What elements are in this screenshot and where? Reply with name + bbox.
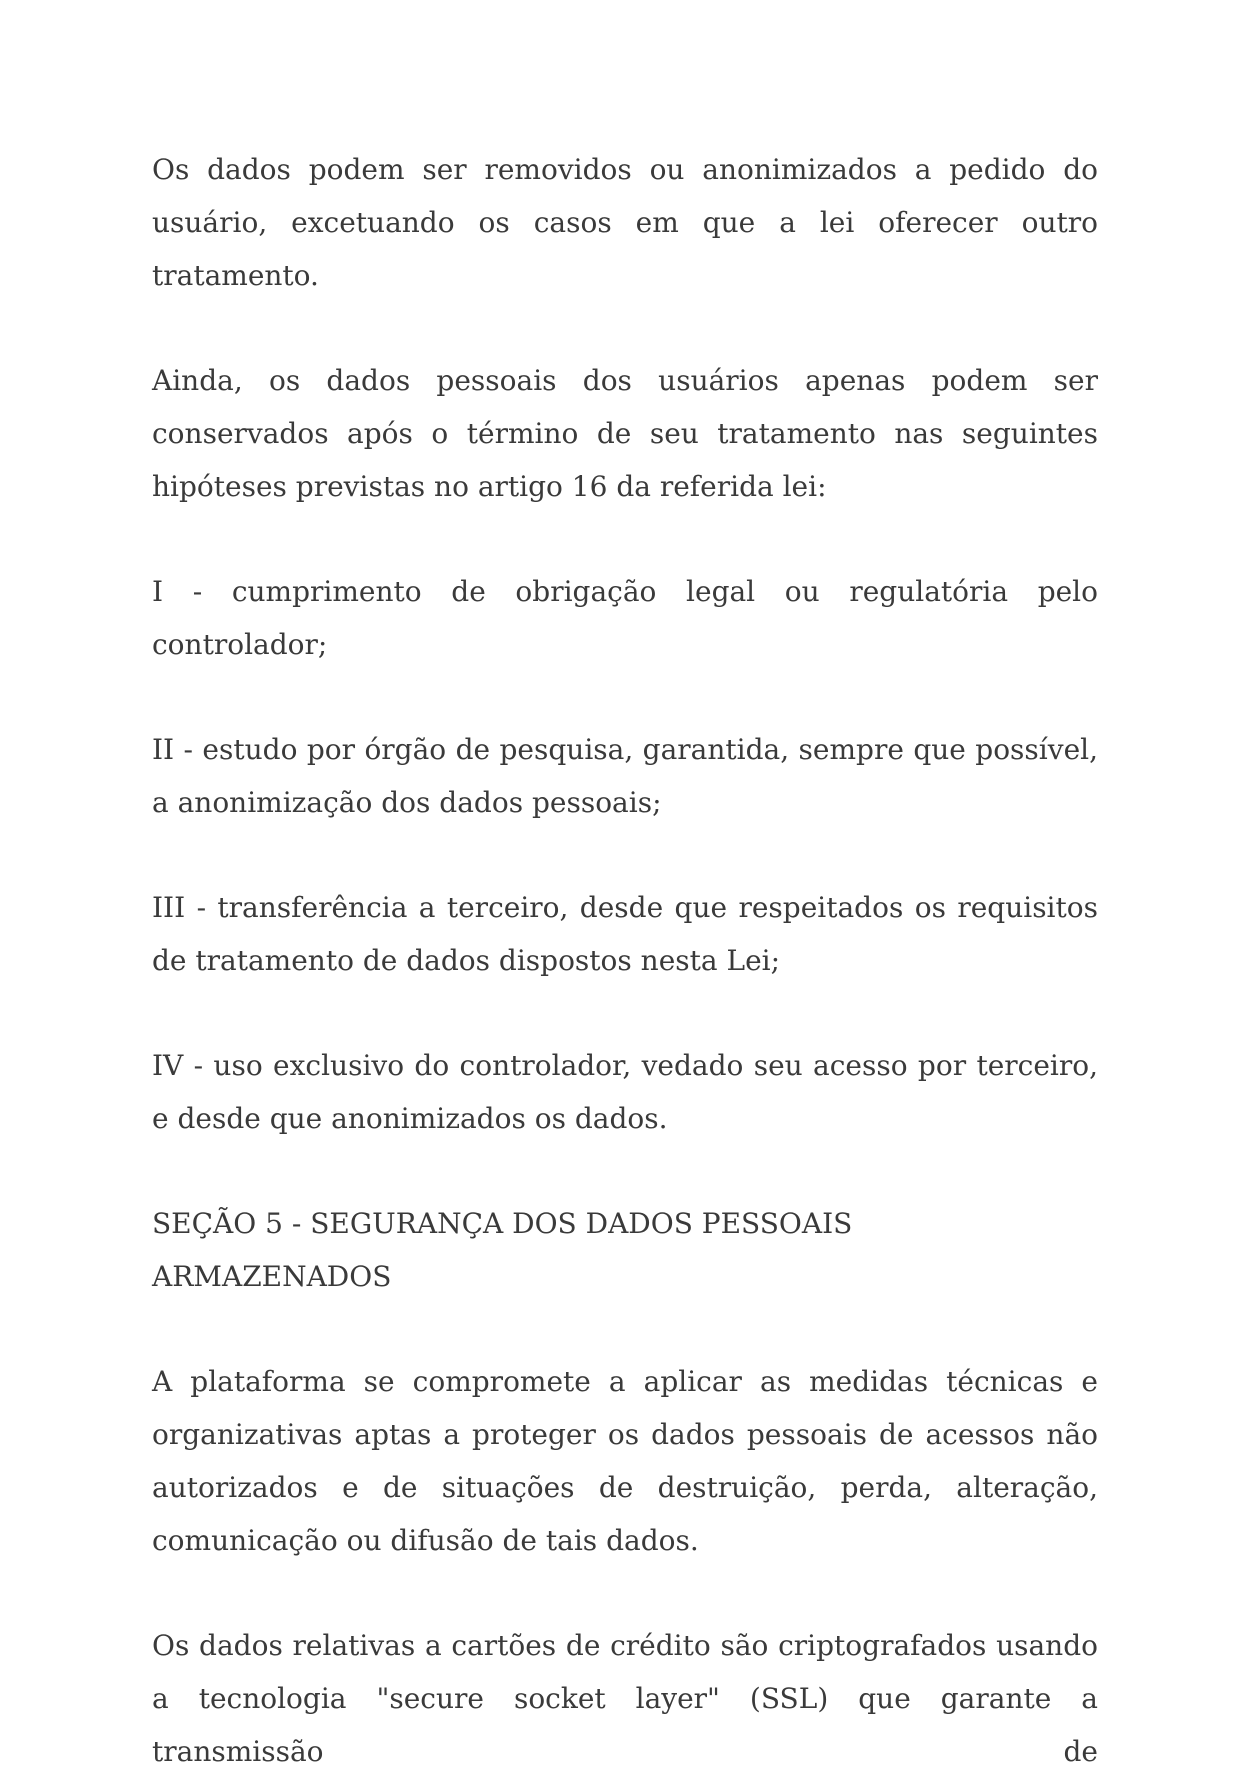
paragraph-data-removal: Os dados podem ser removidos ou anonimizados a pedido do usuário, excetuando os casos em que a lei oferecer outro tratamento.	[152, 153, 1098, 292]
list-item-exclusive-use: IV - uso exclusivo do controlador, vedado seu acesso por terceiro, e desde que anonimizados os dados.	[152, 1049, 1098, 1135]
paragraph-card-encryption: Os dados relativas a cartões de crédito são criptografados usando a tecnologia "secure socket layer" (SSL) que garante a transmissão de	[152, 1629, 1098, 1768]
list-item-legal-obligation: I - cumprimento de obrigação legal ou regulatória pelo controlador;	[152, 575, 1098, 661]
list-item-research-study: II - estudo por órgão de pesquisa, garantida, sempre que possível, a anonimização dos dados pessoais;	[152, 733, 1098, 819]
list-item-third-party-transfer: III - transferência a terceiro, desde que respeitados os requisitos de tratamento de dados dispostos nesta Lei;	[152, 891, 1098, 977]
document-body	[152, 143, 1098, 1778]
section-heading: SEÇÃO 5 - SEGURANÇA DOS DADOS PESSOAIS ARMAZENADOS	[152, 1207, 853, 1293]
paragraph-security-measures: A plataforma se compromete a aplicar as medidas técnicas e organizativas aptas a proteger os dados pessoais de acessos não autorizados e de situações de destruição, perda, alteração, comunicação ou difusão de tais dados.	[152, 1365, 1098, 1557]
paragraph-data-retention: Ainda, os dados pessoais dos usuários apenas podem ser conservados após o término de seu tratamento nas seguintes hipóteses previstas no artigo 16 da referida lei:	[152, 364, 1098, 503]
